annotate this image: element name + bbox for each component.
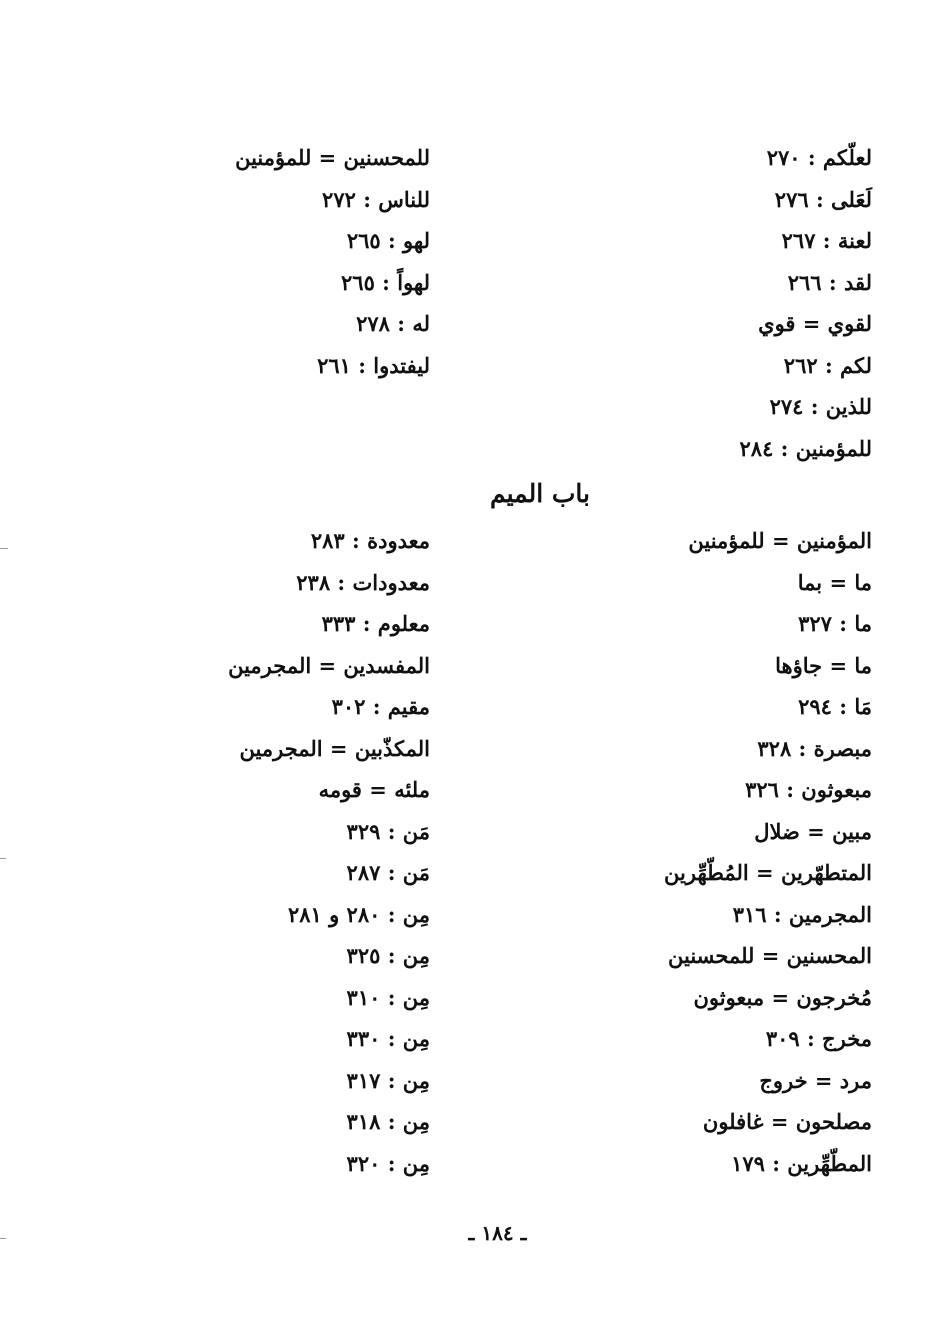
index-entry: ما : ٣٢٧: [798, 611, 872, 636]
index-entry: ما = جاؤها: [775, 652, 872, 678]
scan-edge-mark: [0, 1238, 6, 1239]
index-entry: المحسنين = للمحسنين: [668, 943, 872, 968]
index-entry: معلوم : ٣٣٣: [321, 611, 430, 636]
index-entry: مِن : ٣١٨: [346, 1109, 430, 1134]
index-entry: للناس : ٢٧٢: [322, 186, 430, 212]
index-entry: مبين = ضلال: [754, 818, 872, 844]
index-entry: لكم : ٢٦٢: [783, 352, 872, 378]
index-column-right-bottom: [664, 520, 872, 1184]
index-entry: ما = بما: [797, 569, 872, 595]
index-entry: المطّهِّرين : ١٧٩: [731, 1150, 872, 1176]
index-entry: معدودة : ٢٨٣: [310, 528, 430, 553]
index-entry: المجرمين : ٣١٦: [732, 901, 872, 927]
scan-edge-mark: [0, 858, 6, 859]
index-entry: مَن : ٢٨٧: [346, 860, 430, 885]
index-entry: لهواً : ٢٦٥: [341, 269, 430, 295]
index-entry: مَا : ٢٩٤: [798, 694, 872, 719]
index-entry: المفسدين = المجرمين: [228, 652, 430, 678]
index-entry: ملئه = قومه: [318, 777, 430, 802]
index-entry: المتطهّرين = المُطّهِّرين: [664, 860, 872, 885]
index-entry: له : ٢٧٨: [356, 311, 430, 336]
index-entry: ليفتدوا : ٢٦١: [317, 352, 430, 378]
index-entry: مِن : ٣٣٠: [346, 1026, 430, 1051]
index-entry: مِن : ٣١٠: [346, 984, 430, 1010]
index-entry: مِن : ٣٢٥: [346, 943, 430, 968]
index-entry: مُخرجون = مبعوثون: [693, 984, 872, 1010]
index-entry: مصلحون = غافلون: [702, 1109, 872, 1134]
index-entry: مِن : ٣٢٠: [346, 1150, 430, 1176]
index-entry: المؤمنين = للمؤمنين: [688, 528, 872, 553]
index-entry: لقوي = قوي: [758, 311, 872, 336]
index-column-left-bottom: [228, 520, 430, 1184]
index-entry: لعنة : ٢٦٧: [781, 228, 872, 253]
index-entry: للذين : ٢٧٤: [769, 394, 872, 419]
index-entry: مرد = خروج: [759, 1067, 872, 1093]
scan-edge-mark: [0, 548, 8, 549]
index-entry: لقد : ٢٦٦: [787, 269, 872, 295]
index-entry: لَعَلى : ٢٧٦: [774, 186, 872, 212]
index-entry: معدودات : ٢٣٨: [296, 569, 430, 595]
index-entry: مخرج : ٣٠٩: [765, 1026, 872, 1051]
index-column-right-top: [740, 137, 872, 469]
index-entry: مقيم : ٣٠٢: [331, 694, 430, 719]
index-entry: مبعوثون : ٣٢٦: [745, 777, 872, 802]
index-entry: مبصرة : ٣٢٨: [757, 735, 872, 761]
index-column-left-top: [235, 137, 430, 386]
index-entry: للمحسنين = للمؤمنين: [235, 145, 430, 170]
index-entry: المكذّبين = المجرمين: [239, 735, 430, 761]
page-number: ـ ١٨٤ ـ: [468, 1221, 527, 1245]
index-entry: مِن : ٢٨٠ و ٢٨١: [287, 901, 430, 927]
index-entry: لعلّكم : ٢٧٠: [766, 145, 872, 170]
index-entry: مِن : ٣١٧: [346, 1067, 430, 1093]
index-entry: لهو : ٢٦٥: [346, 228, 430, 253]
section-heading: باب الميم: [489, 479, 590, 508]
index-entry: للمؤمنين : ٢٨٤: [739, 435, 872, 461]
index-entry: مَن : ٣٢٩: [346, 818, 430, 844]
